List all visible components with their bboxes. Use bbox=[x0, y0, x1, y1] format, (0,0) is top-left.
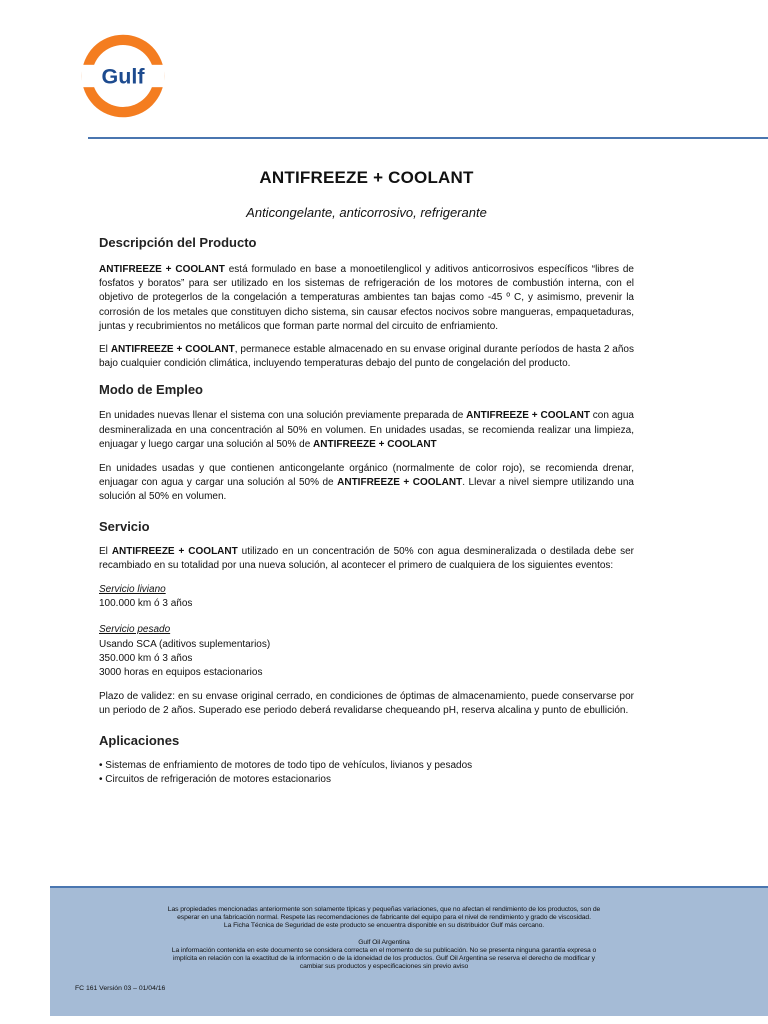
footer-line: Las propiedades mencionadas anteriormente son solamente típicas y pequeñas variaciones, que no afectan el rendimiento de los productos, son de bbox=[167, 906, 601, 913]
footer-line: La información contenida en este documento se considera correcta en el momento de su publicación. No se presenta ninguna garantía expresa o bbox=[171, 946, 597, 954]
validez-paragraph: Plazo de validez: en su envase original cerrado, en condiciones de óptimas de almacenamiento, puede conservarse por un periodo de 2 años. Superado ese periodo deberá revalidarse chequeando pH, reserva alcalina y punto de ebullición. bbox=[99, 691, 634, 717]
list-item: • Circuitos de refrigeración de motores estacionarios bbox=[99, 773, 331, 785]
product-name: ANTIFREEZE + COOLANT bbox=[110, 344, 235, 356]
servicio-liviano-label: Servicio liviano bbox=[99, 584, 166, 596]
descripcion-paragraph-1 bbox=[99, 263, 634, 334]
servicio-pesado-line-3: 3000 horas en equipos estacionarios bbox=[99, 667, 263, 679]
footer-disclaimer bbox=[50, 886, 768, 1016]
product-name: ANTIFREEZE + COOLANT bbox=[111, 545, 238, 557]
modo-paragraph-1 bbox=[99, 409, 634, 452]
aplicaciones-list bbox=[99, 759, 634, 787]
servicio-pesado-label: Servicio pesado bbox=[99, 624, 171, 636]
document-code: FC 161 Versión 03 – 01/04/16 bbox=[75, 985, 166, 992]
modo-text-1b: con agua desmineralizada en una concentración al 50% en volumen. En unidades usadas, se recomienda realizar una limpieza, enjuagar y luego cargar una solución al 50% de bbox=[99, 410, 634, 450]
modo-text-1a: En unidades nuevas llenar el sistema con una solución previamente preparada de bbox=[99, 410, 467, 422]
footer-line: La Ficha Técnica de Seguridad de este producto se encuentra disponible en su distribuidor Gulf más cercano. bbox=[223, 922, 545, 930]
footer-company: Gulf Oil Argentina bbox=[358, 938, 410, 946]
document-subtitle: Anticongelante, anticorrosivo, refrigerante bbox=[246, 205, 487, 220]
descripcion-text-2b: , permanece estable almacenado en su envase original durante períodos de hasta 2 años bajo cualquier condición climática, incluyendo temperaturas debajo del punto de congelación del producto. bbox=[99, 344, 634, 370]
descripcion-text-1: está formulado en base a monoetilenglicol y aditivos anticorrosivos específicos “libres de fosfatos y boratos” para ser utilizado en los sistemas de refrigeración de los motores de combustión interna, con el objetivo de protegerlos de la congelación a temperaturas ambientes tan bajas como -45 º C, y asimismo, prevenir la corrosión de los metales que constituyen dicho sistema, sin causar efectos nocivos sobre mangueras, empaquetaduras, juntas y recubrimientos no metálicos que forman parte normal del circuito de enfriamiento. bbox=[99, 264, 634, 332]
heading-modo: Modo de Empleo bbox=[99, 382, 203, 398]
servicio-paragraph-1 bbox=[99, 545, 634, 573]
servicio-liviano-line: 100.000 km ó 3 años bbox=[99, 598, 193, 610]
product-name: ANTIFREEZE + COOLANT bbox=[337, 477, 463, 489]
servicio-pesado-line-1: Usando SCA (aditivos suplementarios) bbox=[99, 638, 271, 650]
logo-text: Gulf bbox=[101, 64, 145, 89]
servicio-text-1b: utilizado en un concentración de 50% con agua desmineralizada o destilada debe ser recambiado en su totalidad por una nueva solución, al acontecer el primero de cualquiera de los siguientes eventos: bbox=[99, 545, 634, 571]
heading-aplicaciones: Aplicaciones bbox=[99, 732, 180, 748]
modo-text-2b: . Llevar a nivel siempre utilizando una solución al 50% en volumen. bbox=[99, 477, 634, 503]
heading-servicio: Servicio bbox=[99, 518, 150, 534]
servicio-pesado-line-2: 350.000 km ó 3 años bbox=[99, 652, 193, 664]
modo-text-2a: En unidades usadas y que contienen anticongelante orgánico (normalmente de color rojo), se recomienda drenar, enjuagar con agua y cargar una solución al 50% de bbox=[99, 463, 634, 489]
modo-paragraph-2 bbox=[99, 462, 634, 505]
servicio-pesado-block bbox=[99, 623, 634, 680]
heading-descripcion: Descripción del Producto bbox=[99, 235, 257, 250]
gulf-logo bbox=[80, 33, 166, 119]
servicio-liviano-block bbox=[99, 583, 634, 611]
footer-text bbox=[50, 888, 768, 971]
product-name: ANTIFREEZE + COOLANT bbox=[466, 410, 590, 422]
header-rule bbox=[88, 137, 768, 139]
document-title: ANTIFREEZE + COOLANT bbox=[259, 168, 474, 187]
list-item: • Sistemas de enfriamiento de motores de todo tipo de vehículos, livianos y pesados bbox=[99, 759, 473, 771]
servicio-text-1a: El bbox=[99, 545, 112, 557]
product-name: ANTIFREEZE + COOLANT bbox=[313, 438, 437, 450]
descripcion-text-2a: El bbox=[99, 344, 111, 356]
document-body bbox=[99, 168, 634, 787]
product-name: ANTIFREEZE + COOLANT bbox=[99, 264, 225, 275]
footer-line: cambiar sus productos y especificaciones sin previo aviso bbox=[299, 963, 469, 971]
descripcion-paragraph-2 bbox=[99, 343, 634, 371]
footer-line: esperar en una fabricación normal. Respete las recomendaciones de fabricante del equipo para el nivel de rendimiento y grado de viscosidad. bbox=[177, 914, 591, 922]
footer-line: implícita en relación con la exactitud de la información o de la idoneidad de los productos. Gulf Oil Argentina se reserva el derecho de modificar y bbox=[173, 955, 595, 963]
